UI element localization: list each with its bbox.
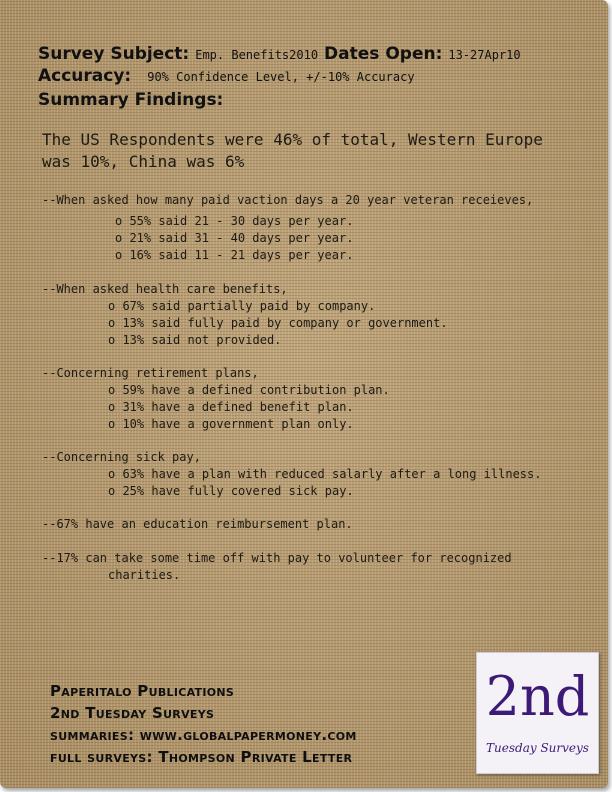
volunteer-finding: --17% can take some time off with pay to volunteer for recognized: [42, 551, 512, 565]
volunteer-finding-cont: charities.: [108, 568, 181, 582]
list-item: o 16% said 11 - 21 days per year.: [115, 248, 354, 262]
subject-row: [38, 44, 521, 64]
health-question: --When asked health care benefits,: [42, 282, 288, 296]
intro-line-2: was 10%, China was 6%: [42, 152, 245, 171]
intro-line-1: The US Respondents were 46% of total, Western Europe: [42, 130, 543, 149]
accuracy-row: [38, 66, 415, 86]
publisher-name: Paperitalo Publications: [50, 682, 235, 700]
accuracy-label: Accuracy:: [38, 66, 132, 86]
dates-value: 13-27Apr10: [448, 48, 521, 62]
logo-subtitle: Tuesday Surveys: [486, 741, 589, 755]
list-item: o 63% have a plan with reduced salarly after a long illness.: [108, 467, 542, 481]
summary-heading: Summary Findings:: [38, 90, 224, 110]
accuracy-value: 90% Confidence Level, +/-10% Accuracy: [147, 70, 415, 84]
retirement-question: --Concerning retirement plans,: [42, 366, 259, 380]
vacation-question: --When asked how many paid vaction days a 20 year veteran receieves,: [42, 193, 534, 207]
education-finding: --67% have an education reimbursement plan.: [42, 517, 353, 531]
second-tuesday-logo: [476, 652, 599, 774]
list-item: o 31% have a defined benefit plan.: [108, 400, 354, 414]
list-item: o 13% said fully paid by company or government.: [108, 316, 448, 330]
list-item: o 13% said not provided.: [108, 333, 282, 347]
list-item: o 67% said partially paid by company.: [108, 299, 376, 313]
list-item: o 25% have fully covered sick pay.: [108, 484, 354, 498]
summaries-link: summaries: www.globalpapermoney.com: [50, 726, 357, 744]
dates-label: Dates Open:: [324, 44, 443, 64]
subject-label: Survey Subject:: [38, 44, 190, 64]
list-item: o 21% said 31 - 40 days per year.: [115, 231, 354, 245]
list-item: o 59% have a defined contribution plan.: [108, 383, 390, 397]
logo-number: 2nd: [485, 665, 590, 728]
full-surveys-source: full surveys: Thompson Private Letter: [50, 748, 353, 766]
series-name: 2nd Tuesday Surveys: [50, 704, 215, 722]
sick-pay-question: --Concerning sick pay,: [42, 450, 201, 464]
list-item: o 10% have a government plan only.: [108, 417, 354, 431]
subject-value: Emp. Benefits2010: [195, 48, 319, 62]
list-item: o 55% said 21 - 30 days per year.: [115, 214, 354, 228]
